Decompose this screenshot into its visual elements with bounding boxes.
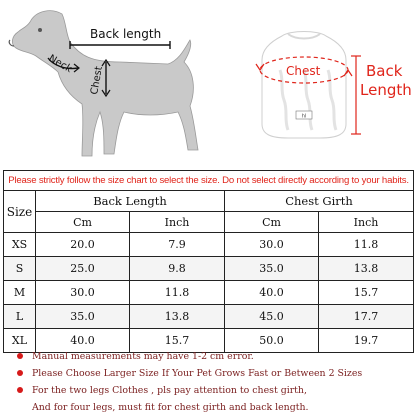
chest-cm-cell: 35.0 (225, 257, 319, 281)
sweater-length-label: Length (360, 81, 412, 99)
chest-inch-cell: 19.7 (319, 329, 414, 353)
chest-inch-cell: 17.7 (319, 305, 414, 329)
chest-cm-cell: 50.0 (225, 329, 319, 353)
chest-label: Chest (89, 65, 105, 96)
chest-inch-cell: 13.8 (319, 257, 414, 281)
note-text: Please Choose Larger Size If Your Pet Grows Fast or Between 2 Sizes (32, 368, 363, 379)
sweater-back-label: Back (366, 62, 403, 80)
bullet-icon (17, 370, 23, 376)
note-text: And for four legs, must fit for chest girth and back length. (32, 402, 309, 413)
size-cell: L (4, 305, 36, 329)
size-cell: XS (4, 233, 36, 257)
note-item (17, 365, 413, 382)
neck-label: Neck (46, 53, 74, 76)
table-row (4, 305, 414, 329)
table-row (4, 233, 414, 257)
chest-inch-cell: 11.8 (319, 233, 414, 257)
chest-cm-cell: 40.0 (225, 281, 319, 305)
note-item (17, 399, 413, 416)
back-inch-cell: 9.8 (130, 257, 225, 281)
unit-header-cm: Cm (36, 212, 130, 233)
size-cell: XL (4, 329, 36, 353)
back-cm-cell: 20.0 (36, 233, 130, 257)
chest-cm-cell: 45.0 (225, 305, 319, 329)
measurement-diagram (0, 0, 416, 170)
chest-cm-cell: 30.0 (225, 233, 319, 257)
back-cm-cell: 40.0 (36, 329, 130, 353)
measurement-diagram-svg (0, 0, 416, 170)
sweater-tag-text: hl (301, 113, 307, 120)
size-cell: M (4, 281, 36, 305)
back-length-arrow (70, 41, 170, 49)
chest-inch-cell: 15.7 (319, 281, 414, 305)
note-text: Manual measurements may have 1-2 cm error. (32, 351, 254, 362)
table-row (4, 281, 414, 305)
sweater-chest-label: Chest (286, 64, 321, 78)
measurement-notes (17, 348, 413, 416)
size-chart-table (3, 170, 414, 353)
unit-header-inch: Inch (130, 212, 225, 233)
back-cm-cell: 35.0 (36, 305, 130, 329)
back-inch-cell: 7.9 (130, 233, 225, 257)
back-inch-cell: 11.8 (130, 281, 225, 305)
back-cm-cell: 30.0 (36, 281, 130, 305)
sweater-illustration (262, 32, 346, 139)
back-inch-cell: 15.7 (130, 329, 225, 353)
unit-header-cm: Cm (225, 212, 319, 233)
back-length-header: Back Length (36, 191, 225, 212)
note-item (17, 382, 413, 399)
back-inch-cell: 13.8 (130, 305, 225, 329)
table-row (4, 257, 414, 281)
size-cell: S (4, 257, 36, 281)
note-item (17, 348, 413, 365)
chest-girth-header: Chest Girth (225, 191, 414, 212)
size-column-header: Size (4, 191, 36, 233)
bullet-icon (17, 353, 23, 359)
back-cm-cell: 25.0 (36, 257, 130, 281)
unit-header-inch: Inch (319, 212, 414, 233)
note-text: For the two legs Clothes , pls pay attention to chest girth, (32, 385, 307, 396)
size-notice: Please strictly follow the size chart to select the size. Do not select directly according to your habits. (4, 171, 414, 191)
back-length-label: Back length (90, 27, 162, 41)
bullet-icon (17, 387, 23, 393)
